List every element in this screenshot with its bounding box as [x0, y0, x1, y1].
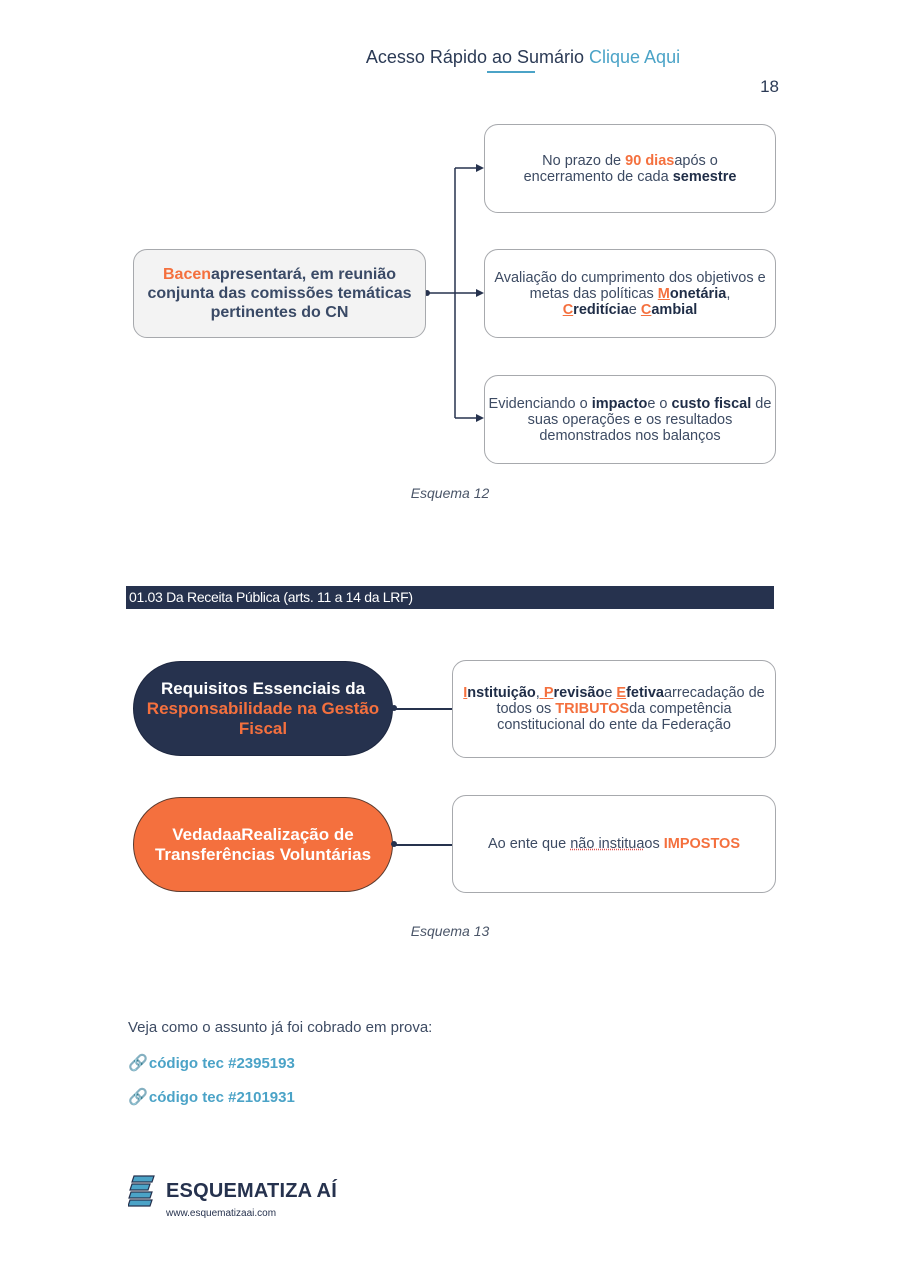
- impact-text-c: e o: [647, 395, 672, 412]
- arrowhead-2: [476, 289, 484, 297]
- efetiva-rest: fetiva: [626, 685, 664, 701]
- tec-link-1[interactable]: [128, 1053, 295, 1073]
- bacen-center-box: [133, 249, 426, 338]
- efetiva-initial: E: [616, 685, 627, 701]
- bacen-subject: Bacen: [163, 266, 212, 283]
- link-icon: 🔗: [128, 1089, 148, 1106]
- deadline-semester: semestre: [672, 168, 737, 185]
- tributos-word: TRIBUTOS: [555, 701, 630, 717]
- page-number: 18: [760, 77, 779, 96]
- deadline-box: [484, 124, 776, 213]
- logo-title: ESQUEMATIZA AÍ: [166, 1180, 337, 1202]
- exam-intro-text: Veja como o assunto já foi cobrado em prova:: [128, 1019, 433, 1036]
- cambial-rest: ambial: [651, 301, 698, 318]
- fiscal-cost: custo fiscal: [671, 395, 752, 412]
- taxes-not-institute: não institua: [570, 836, 645, 852]
- previsao-rest: revisão: [553, 685, 605, 701]
- prohibition-text: VedadaaRealização de Transferências Voluntárias: [154, 824, 372, 864]
- institution-and: e: [604, 685, 617, 701]
- taxes-box: [452, 795, 776, 893]
- section-title-bar: 01.03 Da Receita Pública (arts. 11 a 14 da LRF): [126, 586, 774, 609]
- connector-requirements: [393, 708, 453, 710]
- impact-word: impacto: [591, 395, 648, 412]
- summary-access-label: Acesso Rápido ao Sumário: [365, 47, 590, 67]
- impostos-word: IMPOSTOS: [663, 836, 741, 852]
- tec-link-2[interactable]: [128, 1087, 295, 1107]
- logo-url: www.esquematizaai.com: [166, 1208, 277, 1219]
- instituicao-initial: I: [463, 685, 468, 701]
- cambial-initial: C: [640, 301, 652, 318]
- impact-box: [484, 375, 776, 464]
- summary-link[interactable]: Clique Aqui: [589, 47, 681, 67]
- deadline-days: 90 dias: [625, 152, 675, 169]
- institution-rest2: da competência constitucional do ente da Federação: [497, 701, 732, 733]
- previsao-initial: P: [543, 685, 554, 701]
- evaluation-text: Avaliação do cumprimento dos objetivos e metas das políticas: [494, 269, 766, 302]
- impact-text-a: Evidenciando o: [488, 395, 592, 412]
- deadline-text-a: No prazo de: [542, 152, 626, 169]
- deadline-text-c: após o encerramento de cada: [523, 152, 718, 185]
- connector-dot-1: [391, 705, 397, 711]
- evaluation-box: [484, 249, 776, 338]
- requirements-line2: Responsabilidade na Gestão Fiscal: [146, 698, 380, 738]
- caption-esquema-12: Esquema 12: [410, 485, 490, 501]
- requirements-pill: [133, 661, 393, 756]
- instituicao-rest: nstituição: [467, 685, 536, 701]
- institution-rest1: arrecadação de todos os: [496, 685, 765, 717]
- impact-text-e: de suas operações e os resultados demonstrados nos balanços: [527, 395, 772, 444]
- arrowhead-3: [476, 414, 484, 422]
- tec-link-1-label[interactable]: código tec #2395193: [148, 1055, 295, 1072]
- connector-prohibition: [393, 844, 453, 846]
- evaluation-and: e: [628, 301, 641, 318]
- link-icon: 🔗: [128, 1055, 148, 1072]
- caption-esquema-13: Esquema 13: [410, 923, 490, 939]
- institution-sep: ,: [535, 685, 544, 701]
- arrowhead-1: [476, 164, 484, 172]
- prohibition-pill: [133, 797, 393, 892]
- evaluation-sep: ,: [726, 285, 731, 302]
- connector-dot-2: [391, 841, 397, 847]
- esquematiza-logo-icon: [128, 1175, 156, 1209]
- requirements-line1: Requisitos Essenciais da: [160, 678, 366, 698]
- institution-box: [452, 660, 776, 758]
- monetaria-initial: M: [657, 285, 670, 302]
- tec-link-2-label[interactable]: código tec #2101931: [148, 1089, 295, 1106]
- bacen-text: apresentará, em reunião conjunta das comissões temáticas pertinentes do CN: [147, 266, 412, 321]
- crediticia-rest: reditícia: [573, 301, 629, 318]
- crediticia-initial: C: [562, 301, 574, 318]
- taxes-text-a: Ao ente que: [487, 836, 571, 852]
- taxes-text-c: os: [644, 836, 664, 852]
- monetaria-rest: onetária: [669, 285, 727, 302]
